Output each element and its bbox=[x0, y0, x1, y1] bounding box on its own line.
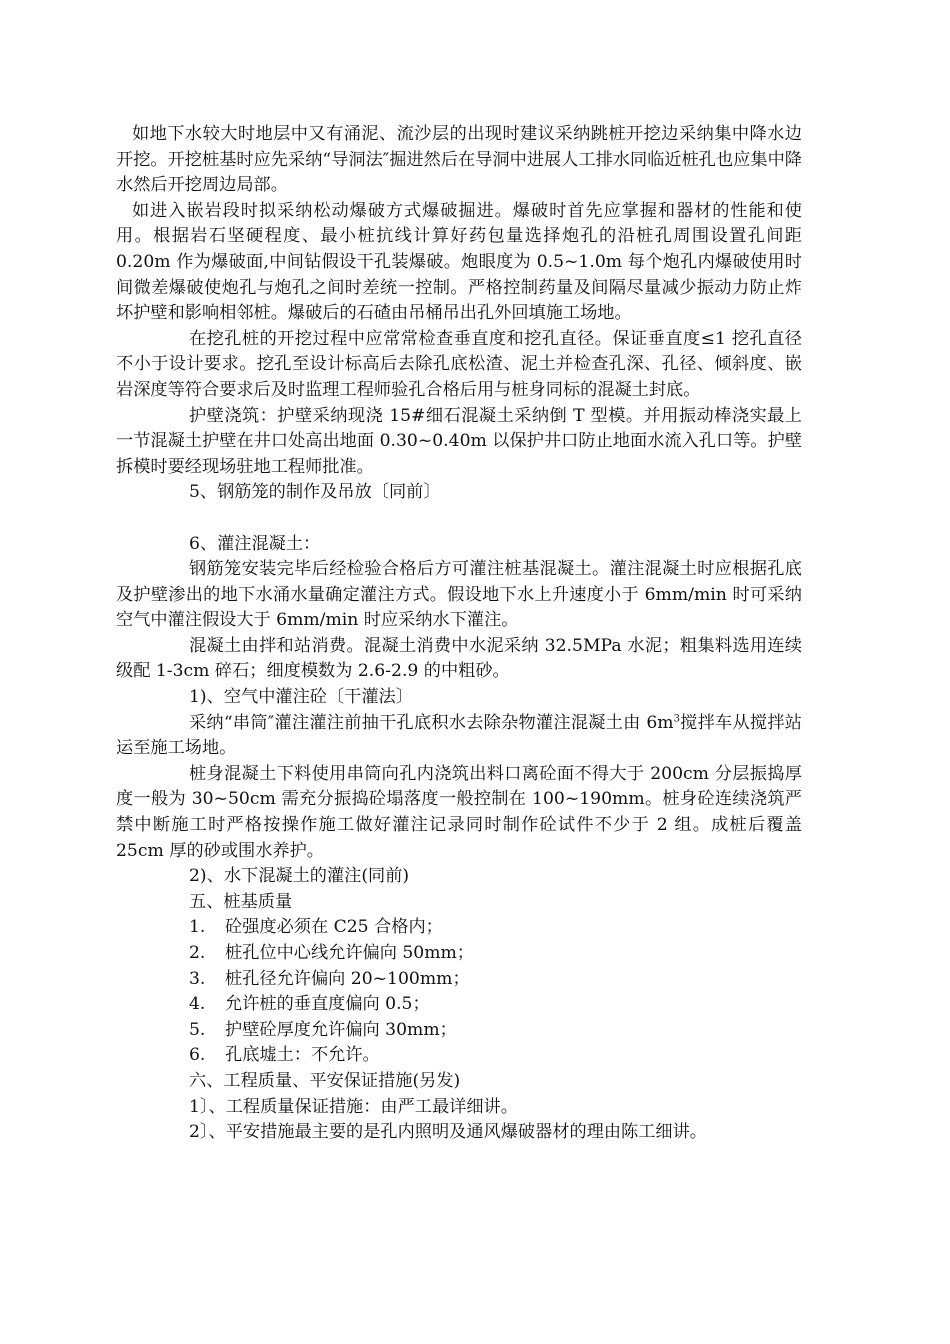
text-part: 采纳“串筒″灌注灌注前抽干孔底积水去除杂物灌注混凝土由 6m bbox=[189, 712, 674, 733]
list-item bbox=[116, 915, 802, 941]
list-number: 1. bbox=[189, 917, 206, 938]
paragraph-concrete-production: 混凝土由拌和站消费。混凝土消费中水泥采纳 32.5MPa 水泥；粗集料选用连续级配 1-3cm 碎石；细度模数为 2.6-2.9 的中粗砂。 bbox=[116, 635, 802, 682]
list-item bbox=[116, 941, 802, 967]
list-text: 桩孔位中心线允许偏向 50mm； bbox=[225, 943, 474, 963]
list-number: 3. bbox=[189, 968, 206, 989]
document-body bbox=[116, 122, 802, 1146]
list-number: 2. bbox=[189, 943, 206, 963]
paragraph-pouring-method: 钢筋笼安装完毕后经检验合格后方可灌注桩基混凝土。灌注混凝土时应根据孔底及护壁渗出的地下水涌水量确定灌注方式。假设地下水上升速度小于 6mm/min 时可采纳空气中灌注假设大于 6mm/min 时应采纳水下灌注。 bbox=[116, 559, 802, 631]
paragraph-blasting: 如进入嵌岩段时拟采纳松动爆破方式爆破掘进。爆破时首先应掌握和器材的性能和使用。根据岩石坚硬程度、最小桩抗线计算好药包量选择炮孔的沿桩孔周围设置孔间距 0.20m 作为爆破面,中间钻假设干孔装爆破。炮眼度为 0.5~1.0m 每个炮孔内爆破使用时间微差爆破使炮孔与炮孔之间时差统一控制。严格控制药量及间隔尽量减少振动力防止炸坏护壁和影响相邻桩。爆破后的石碴由吊桶吊出孔外回填施工场地。 bbox=[116, 200, 802, 324]
superscript-3: 3 bbox=[673, 712, 680, 724]
blank-line bbox=[116, 506, 802, 532]
list-item bbox=[116, 992, 802, 1018]
heading-section-5: 5、钢筋笼的制作及吊放〔同前〕 bbox=[189, 482, 441, 503]
list-item bbox=[116, 1043, 802, 1069]
list-text: 砼强度必须在 C25 合格内； bbox=[225, 917, 443, 938]
list-item bbox=[116, 967, 802, 993]
heading-section-6: 6、灌注混凝土： bbox=[189, 533, 321, 554]
list-text: 孔底墟土：不允许。 bbox=[225, 1045, 380, 1066]
item-safety-measures: 2〕、平安措施最主要的是孔内照明及通风爆破器材的理由陈工细讲。 bbox=[189, 1122, 707, 1143]
item-quality-measures: 1〕、工程质量保证措施：由严工最详细讲。 bbox=[189, 1096, 518, 1117]
list-text: 桩孔径允许偏向 20~100mm； bbox=[225, 968, 470, 989]
heading-pile-quality: 五、桩基质量 bbox=[189, 891, 293, 912]
heading-dry-pouring: 1)、空气中灌注砼〔干灌法〕 bbox=[189, 687, 413, 708]
paragraph-retaining-wall: 护壁浇筑：护壁采纳现浇 15#细石混凝土采纳倒 T 型模。并用振动棒浇实最上一节混凝土护壁在井口处高出地面 0.30~0.40m 以保护井口防止地面水流入孔口等。护壁拆模时要经现场驻地工程师批准。 bbox=[116, 405, 802, 477]
list-number: 4. bbox=[189, 994, 206, 1015]
list-text: 护壁砼厚度允许偏向 30mm； bbox=[225, 1019, 457, 1040]
paragraph-string-tube bbox=[116, 711, 802, 762]
paragraph-groundwater: 如地下水较大时地层中又有涌泥、流沙层的出现时建议采纳跳桩开挖边采纳集中降水边开挖。开挖桩基时应先采纳“导洞法″掘进然后在导洞中进展人工排水同临近桩孔也应集中降水然后开挖周边局部。 bbox=[116, 124, 802, 196]
list-number: 6. bbox=[189, 1045, 206, 1066]
list-text: 允许桩的垂直度偏向 0.5； bbox=[225, 994, 430, 1015]
paragraph-pile-body: 桩身混凝土下料使用串筒向孔内浇筑出料口离砼面不得大于 200cm 分层振捣厚度一般为 30~50cm 需充分振捣砼塌落度一般控制在 100~190mm。桩身砼连续浇筑严禁中断施工时严格按操作施工做好灌注记录同时制作砼试件不少于 2 组。成桩后覆盖 25cm 厚的砂或围水养护。 bbox=[116, 763, 802, 861]
heading-quality-safety: 六、工程质量、平安保证措施(另发) bbox=[189, 1070, 461, 1091]
paragraph-inspection: 在挖孔桩的开挖过程中应常常检查垂直度和挖孔直径。保证垂直度≤1 挖孔直径不小于设计要求。挖孔至设计标高后去除孔底松渣、泥土并检查孔深、孔径、倾斜度、嵌岩深度等符合要求后及时监理工程师验孔合格后用与桩身同标的混凝土封底。 bbox=[116, 328, 802, 400]
heading-underwater-pouring: 2)、水下混凝土的灌注(同前) bbox=[189, 866, 410, 887]
list-item bbox=[116, 1018, 802, 1044]
text-part: 搅拌车从搅拌站运至施工场地。 bbox=[116, 712, 802, 759]
list-number: 5. bbox=[189, 1019, 206, 1040]
